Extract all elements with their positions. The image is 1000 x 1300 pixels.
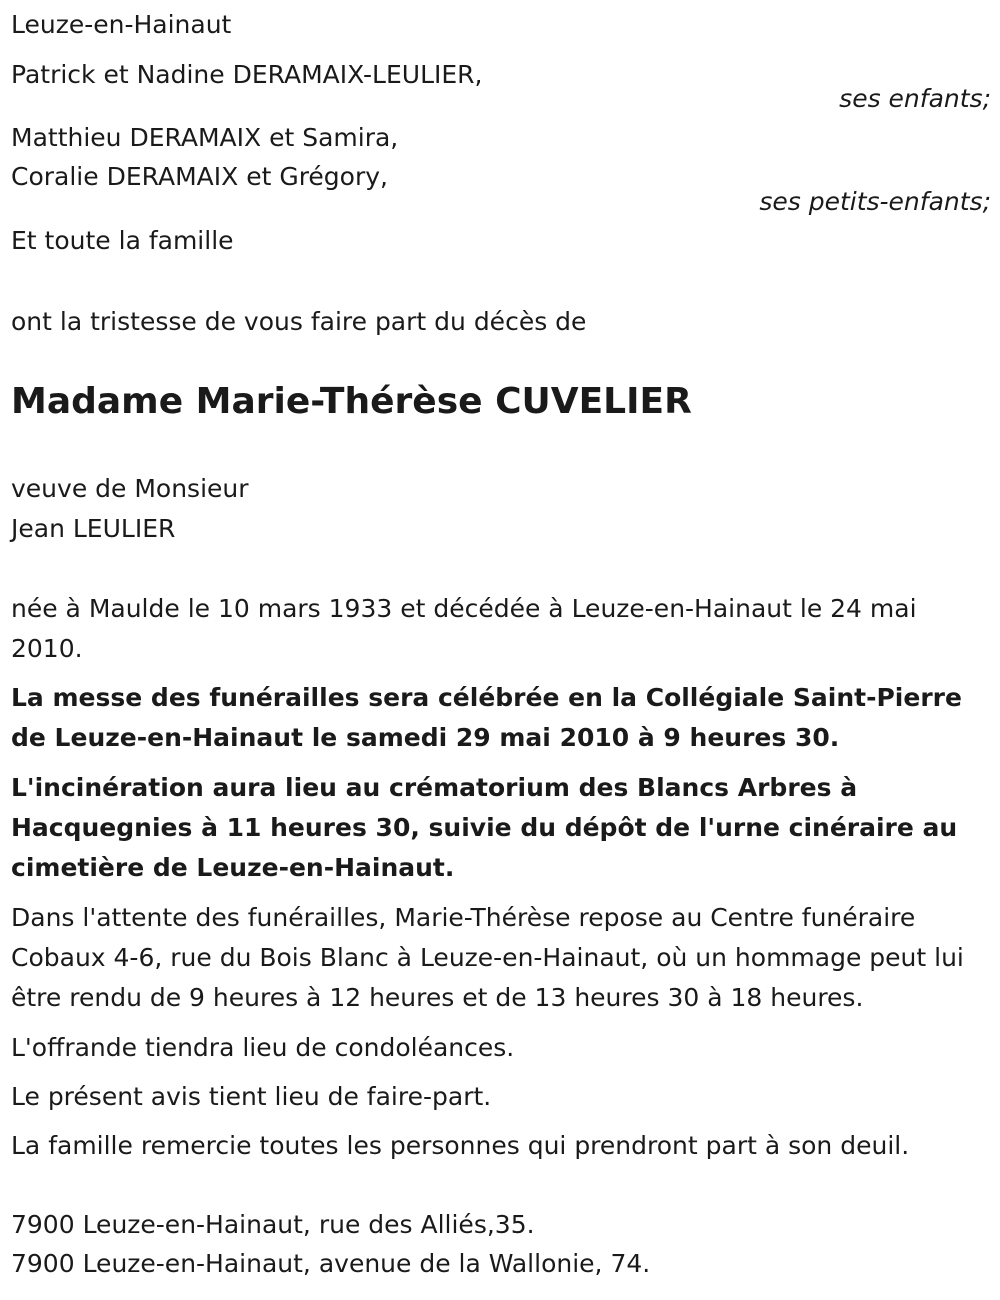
spouse-line-1: veuve de Monsieur (11, 474, 249, 503)
grandchild-line-2: Coralie DERAMAIX et Grégory, (11, 162, 388, 191)
spouse-line-2: Jean LEULIER (11, 514, 176, 543)
mass-text: La messe des funérailles sera célébrée en la Collégiale Saint-Pierre de Leuze-en-Hainaut le samedi 29 mai 2010 à 9 heures 30. (11, 683, 962, 752)
address-2: 7900 Leuze-en-Hainaut, avenue de la Wallonie, 74. (11, 1249, 651, 1278)
place-heading: Leuze-en-Hainaut (11, 10, 232, 39)
family-line: Et toute la famille (11, 226, 234, 255)
birth-death-text: née à Maulde le 10 mars 1933 et décédée à Leuze-en-Hainaut le 24 mai 2010. (11, 594, 917, 663)
children-role: ses enfants; (839, 84, 991, 113)
address-1: 7900 Leuze-en-Hainaut, rue des Alliés,35. (11, 1210, 535, 1239)
thanks-text: La famille remercie toutes les personnes qui prendront part à son deuil. (11, 1131, 910, 1160)
grandchild-line-1: Matthieu DERAMAIX et Samira, (11, 123, 399, 152)
intro-line: ont la tristesse de vous faire part du décès de (11, 307, 587, 336)
children-names: Patrick et Nadine DERAMAIX-LEULIER, (11, 60, 483, 89)
deceased-name: Madame Marie-Thérèse CUVELIER (11, 381, 692, 422)
cremation-text: L'incinération aura lieu au crématorium des Blancs Arbres à Hacquegnies à 11 heures 30, suivie du dépôt de l'urne cinéraire au cimetière de Leuze-en-Hainaut. (11, 773, 958, 882)
visitation-text: Dans l'attente des funérailles, Marie-Thérèse repose au Centre funéraire Cobaux 4-6, rue du Bois Blanc à Leuze-en-Hainaut, où un hommage peut lui être rendu de 9 heures à 12 heures et de 13 heures 30 à 18 heures. (11, 903, 964, 1012)
offering-text: L'offrande tiendra lieu de condoléances. (11, 1033, 515, 1062)
notice-note-text: Le présent avis tient lieu de faire-part. (11, 1082, 492, 1111)
grandchildren-role: ses petits-enfants; (759, 187, 991, 216)
